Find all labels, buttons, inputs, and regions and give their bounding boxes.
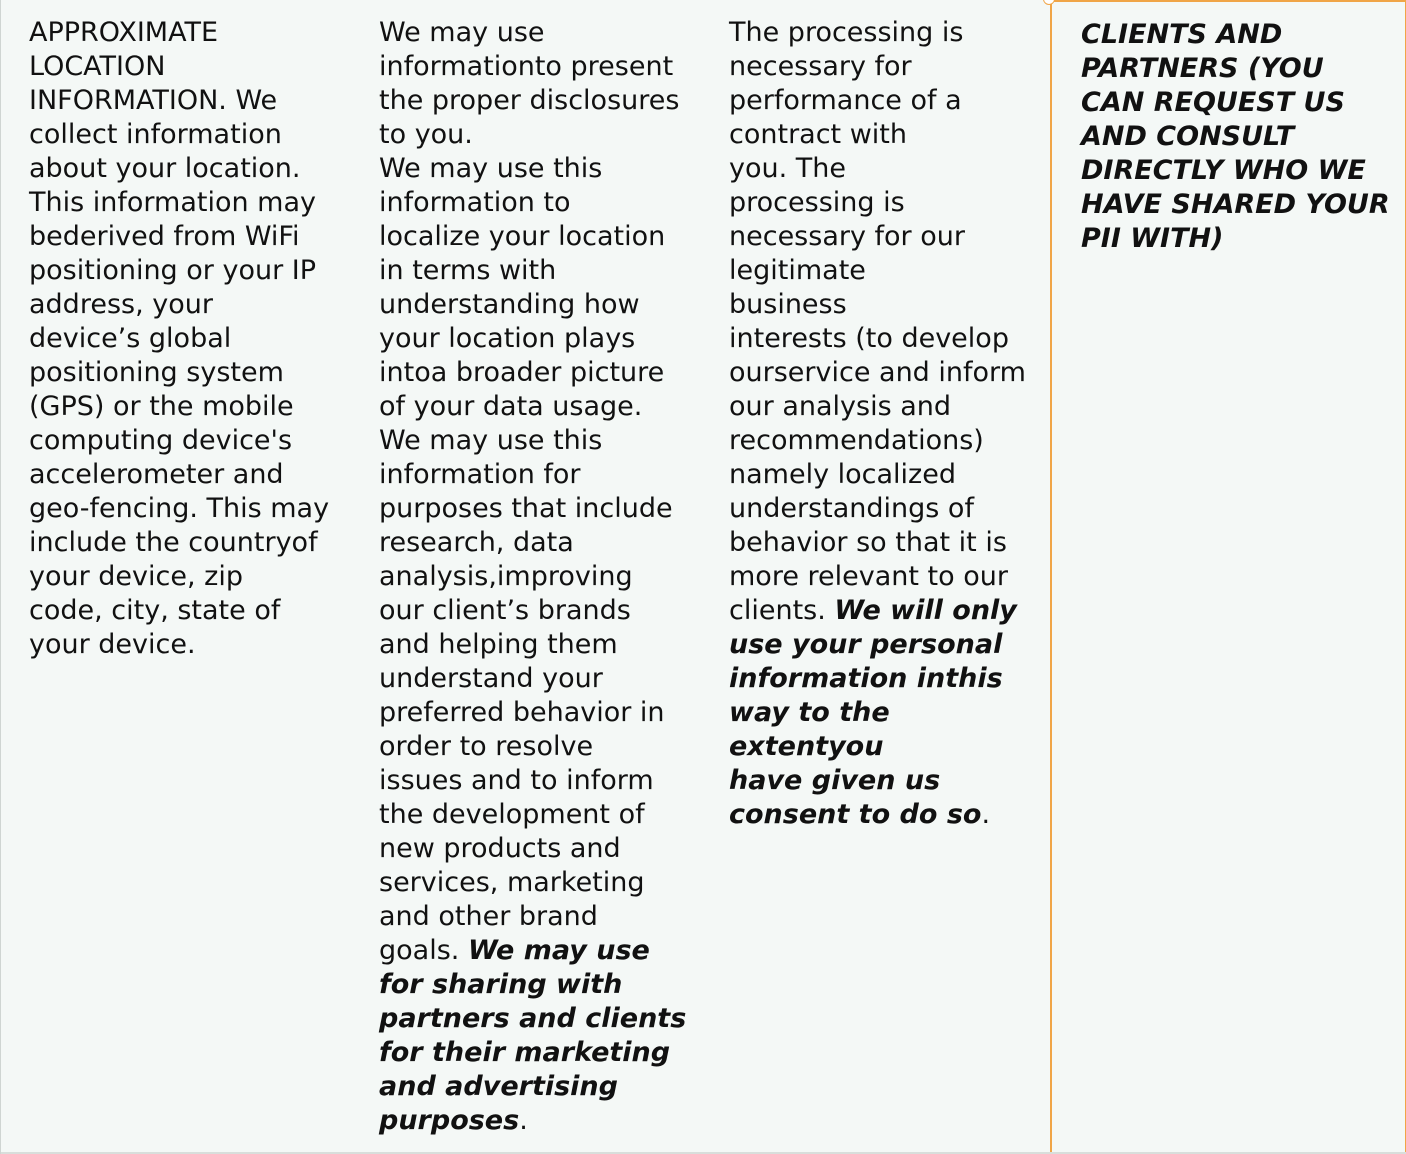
cell-data-category-text: APPROXIMATE LOCATION INFORMATION. We collect information about your location. This information may bederived from WiFi positioning or your IP address, your device’s global positioning system (GPS) or the mobile computing device's accelerometer and geo-fencing. This may include the countryof your device, zip code, city, state of your device. bbox=[29, 17, 330, 660]
cell-legal-basis-text: The processing is necessary for performance of a contract with you. The processing is necessary for our legitimate business interests (to develop ourservice and inform our analysis and recommendations) namely localized understandings of behavior so that it is more relevant to our clients. bbox=[729, 17, 1026, 626]
cell-legal-basis bbox=[701, 0, 1051, 1154]
cell-purpose bbox=[351, 0, 701, 1154]
cell-purpose-text: We may use informationto present the proper disclosures to you. We may use this information to localize your location in terms with understanding how your location plays intoa broader picture of your data usage. We may use this information for purposes that include research, data analysis,improving our client’s brands and helping them understand your preferred behavior in order to resolve issues and to inform the development of new products and services, marketing and other brand goals. bbox=[379, 17, 680, 966]
cell-legal-basis-end: . bbox=[981, 799, 991, 830]
cell-purpose-emphasis: We may use for sharing with partners and clients for their marketing and advertising purposes bbox=[379, 935, 687, 1136]
cell-recipients-text: CLIENTS AND PARTNERS (YOU CAN REQUEST US AND CONSULT DIRECTLY WHO WE HAVE SHARED YOUR PII WITH) bbox=[1081, 19, 1390, 254]
cell-purpose-end: . bbox=[519, 1105, 528, 1136]
cell-legal-basis-emphasis: We will only use your personal information inthis way to the extentyou have given us consent to do so bbox=[729, 595, 1017, 830]
cell-data-category bbox=[1, 0, 351, 1154]
cell-recipients[interactable] bbox=[1050, 0, 1406, 1154]
